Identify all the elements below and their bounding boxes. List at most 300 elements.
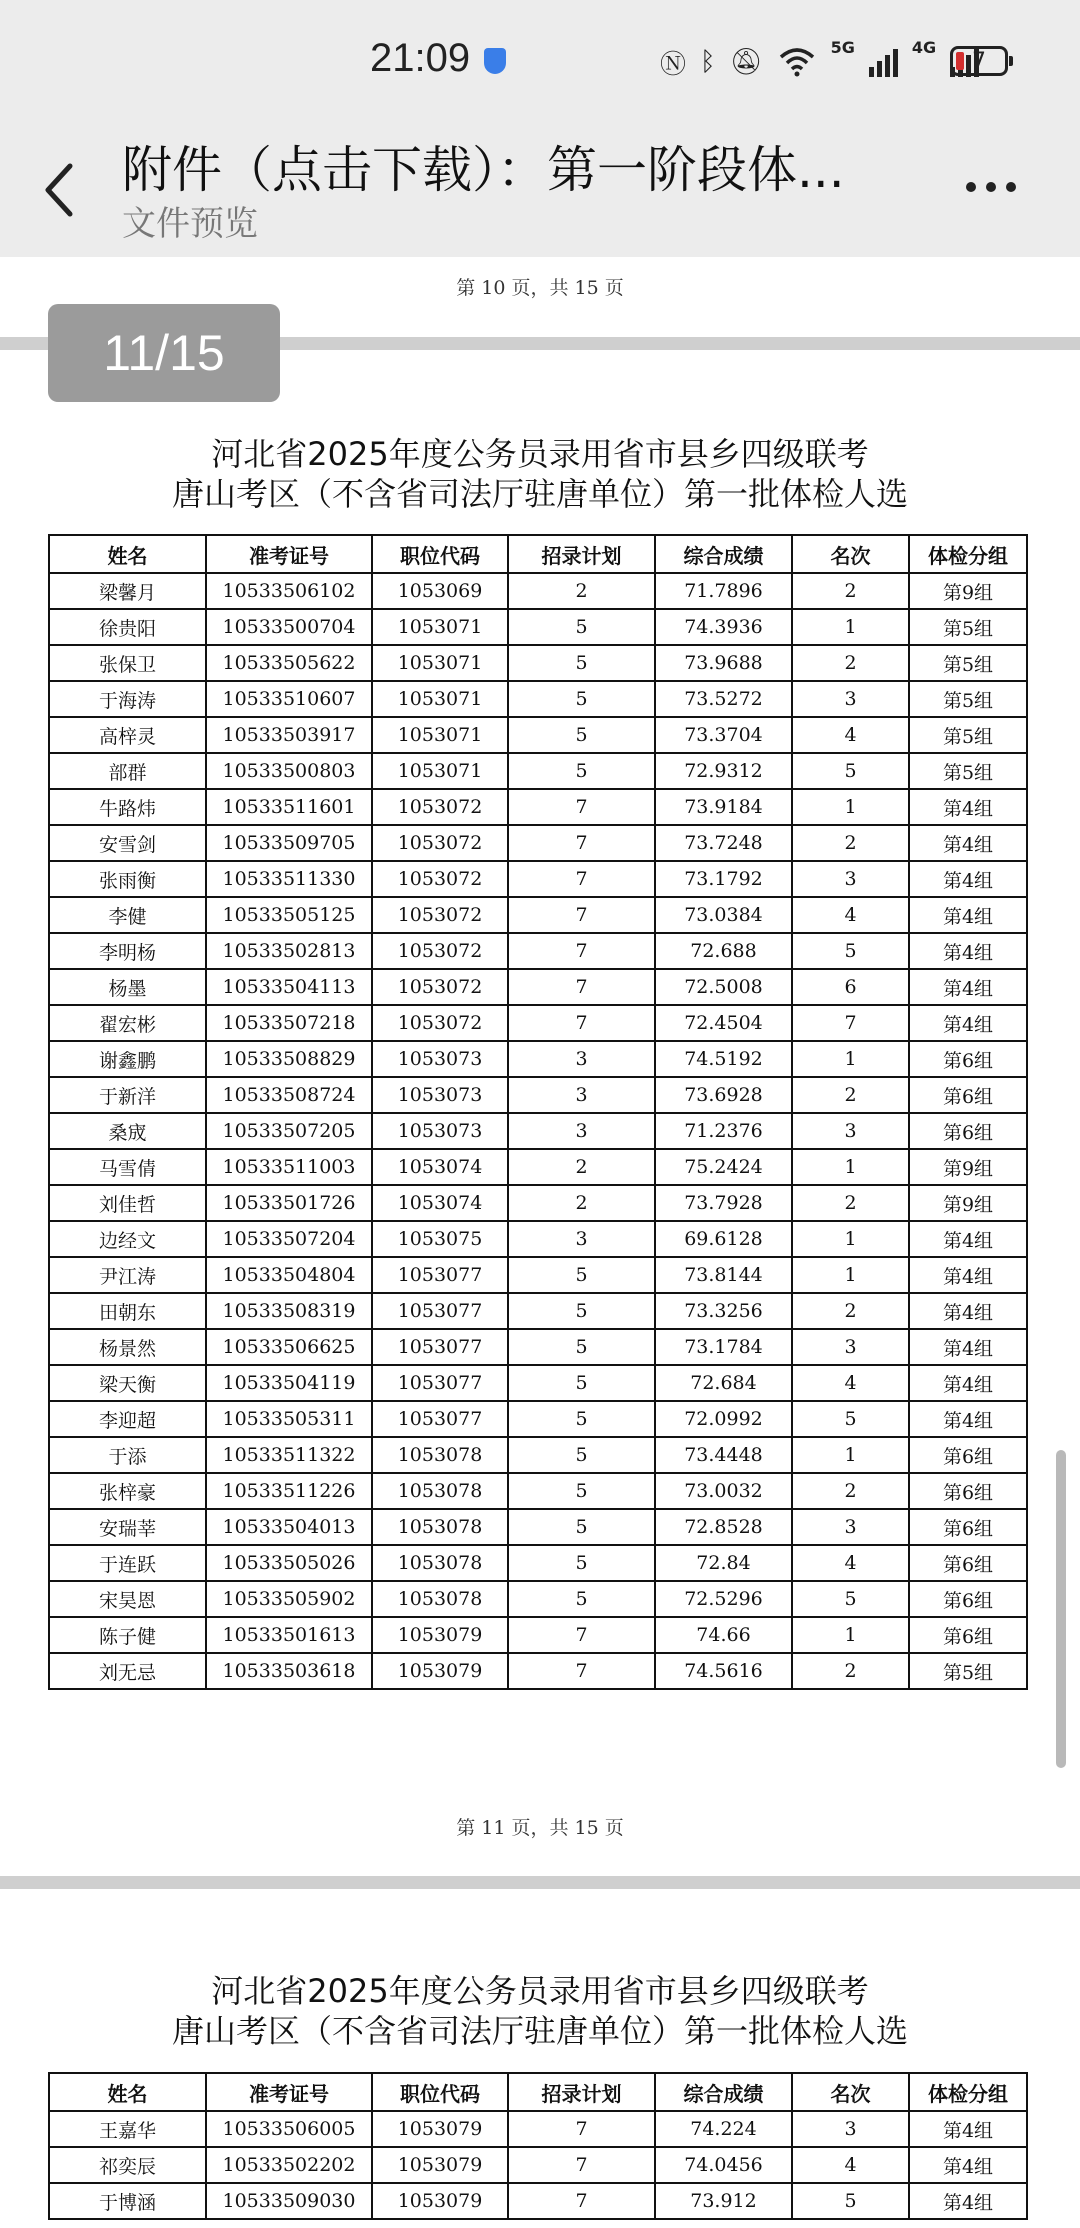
table-cell: 3 <box>508 1221 655 1257</box>
page-divider <box>0 1876 1080 1889</box>
table-cell: 田朝东 <box>49 1293 206 1329</box>
table-cell: 1053078 <box>372 1509 508 1545</box>
table-cell: 1 <box>792 1437 909 1473</box>
table-cell: 7 <box>508 825 655 861</box>
table-row <box>49 1545 1027 1581</box>
column-header: 姓名 <box>49 2073 206 2111</box>
table-cell: 73.1784 <box>655 1329 792 1365</box>
table-cell: 7 <box>508 2147 655 2183</box>
table-row <box>49 1221 1027 1257</box>
table-cell: 第4组 <box>909 1329 1027 1365</box>
column-header: 职位代码 <box>372 2073 508 2111</box>
table-cell: 1053071 <box>372 753 508 789</box>
table-cell: 1053072 <box>372 789 508 825</box>
table-cell: 1053077 <box>372 1293 508 1329</box>
table-cell: 4 <box>792 717 909 753</box>
table-cell: 1053075 <box>372 1221 508 1257</box>
table-cell: 10533505902 <box>206 1581 372 1617</box>
table-cell: 7 <box>508 1617 655 1653</box>
table-cell: 第4组 <box>909 933 1027 969</box>
table-cell: 李迎超 <box>49 1401 206 1437</box>
table-cell: 杨墨 <box>49 969 206 1005</box>
table-cell: 1053074 <box>372 1185 508 1221</box>
table-cell: 6 <box>792 969 909 1005</box>
column-header: 招录计划 <box>508 2073 655 2111</box>
table-cell: 2 <box>792 573 909 609</box>
table-cell: 10533504013 <box>206 1509 372 1545</box>
table-cell: 王嘉华 <box>49 2111 206 2147</box>
table-row <box>49 1077 1027 1113</box>
table-cell: 10533511322 <box>206 1437 372 1473</box>
table-cell: 3 <box>508 1041 655 1077</box>
table-cell: 安瑞莘 <box>49 1509 206 1545</box>
table-cell: 第5组 <box>909 717 1027 753</box>
column-header: 姓名 <box>49 535 206 573</box>
table-cell: 第6组 <box>909 1617 1027 1653</box>
status-time: 21:09 <box>370 36 471 80</box>
table-cell: 第6组 <box>909 1077 1027 1113</box>
table-cell: 1053072 <box>372 861 508 897</box>
signal-icon <box>869 47 898 77</box>
table-cell: 刘无忌 <box>49 1653 206 1689</box>
table-cell: 第4组 <box>909 2183 1027 2219</box>
table-cell: 1053079 <box>372 2111 508 2147</box>
table-cell: 于新洋 <box>49 1077 206 1113</box>
table-cell: 第6组 <box>909 1437 1027 1473</box>
table-cell: 1053073 <box>372 1041 508 1077</box>
table-cell: 宋昊恩 <box>49 1581 206 1617</box>
table-cell: 2 <box>792 1653 909 1689</box>
table-cell: 高梓灵 <box>49 717 206 753</box>
table-cell: 1053071 <box>372 609 508 645</box>
table-cell: 73.3256 <box>655 1293 792 1329</box>
table-cell: 10533505026 <box>206 1545 372 1581</box>
table-cell: 1053072 <box>372 825 508 861</box>
table-cell: 73.7928 <box>655 1185 792 1221</box>
table-row <box>49 789 1027 825</box>
page-subtitle: 文件预览 <box>122 204 258 244</box>
table-cell: 杨景然 <box>49 1329 206 1365</box>
table-cell: 73.9184 <box>655 789 792 825</box>
table-cell: 10533511330 <box>206 861 372 897</box>
table-cell: 5 <box>508 645 655 681</box>
document-title: 河北省2025年度公务员录用省市县乡四级联考 <box>211 1972 869 2010</box>
table-row <box>49 1437 1027 1473</box>
column-header: 体检分组 <box>909 535 1027 573</box>
table-cell: 10533500803 <box>206 753 372 789</box>
table-cell: 1053078 <box>372 1473 508 1509</box>
table-cell: 李明杨 <box>49 933 206 969</box>
table-cell: 72.84 <box>655 1545 792 1581</box>
table-cell: 第6组 <box>909 1509 1027 1545</box>
table-row <box>49 645 1027 681</box>
table-row <box>49 1185 1027 1221</box>
table-cell: 74.5616 <box>655 1653 792 1689</box>
table-cell: 1053074 <box>372 1149 508 1185</box>
status-icons <box>660 40 979 84</box>
table-cell: 74.224 <box>655 2111 792 2147</box>
table-cell: 10533501726 <box>206 1185 372 1221</box>
table-cell: 5 <box>508 1329 655 1365</box>
table-row <box>49 861 1027 897</box>
table-cell: 第4组 <box>909 1257 1027 1293</box>
table-cell: 69.6128 <box>655 1221 792 1257</box>
table-cell: 10533504119 <box>206 1365 372 1401</box>
table-cell: 1053078 <box>372 1581 508 1617</box>
table-cell: 10533511601 <box>206 789 372 825</box>
table-cell: 72.9312 <box>655 753 792 789</box>
table-cell: 5 <box>508 1401 655 1437</box>
table-cell: 1 <box>792 1221 909 1257</box>
column-header: 名次 <box>792 535 909 573</box>
table-cell: 7 <box>508 789 655 825</box>
table-row <box>49 1005 1027 1041</box>
table-row <box>49 1473 1027 1509</box>
status-bar <box>0 0 1080 120</box>
table-cell: 第5组 <box>909 681 1027 717</box>
table-row <box>49 2183 1027 2219</box>
table-cell: 71.7896 <box>655 573 792 609</box>
table-cell: 1053072 <box>372 933 508 969</box>
table-cell: 10533505125 <box>206 897 372 933</box>
table-cell: 7 <box>508 969 655 1005</box>
table-cell: 10533509705 <box>206 825 372 861</box>
table-cell: 73.1792 <box>655 861 792 897</box>
battery-icon <box>950 46 1008 76</box>
table-cell: 3 <box>792 1113 909 1149</box>
table-cell: 桑宬 <box>49 1113 206 1149</box>
table-cell: 于连跃 <box>49 1545 206 1581</box>
table-cell: 3 <box>792 2111 909 2147</box>
table-cell: 张雨衡 <box>49 861 206 897</box>
table-cell: 73.4448 <box>655 1437 792 1473</box>
network-type-label: 5G <box>830 38 855 57</box>
table-cell: 1053072 <box>372 969 508 1005</box>
table-cell: 于海涛 <box>49 681 206 717</box>
table-cell: 5 <box>508 609 655 645</box>
table-cell: 部群 <box>49 753 206 789</box>
table-row <box>49 969 1027 1005</box>
table-cell: 2 <box>508 573 655 609</box>
table-cell: 3 <box>792 1329 909 1365</box>
table-cell: 5 <box>508 1293 655 1329</box>
table-cell: 第4组 <box>909 1005 1027 1041</box>
nfc-icon: Ⓝ <box>660 49 687 80</box>
table-cell: 2 <box>792 1077 909 1113</box>
bluetooth-icon: ᛒ <box>700 47 716 77</box>
column-header: 综合成绩 <box>655 535 792 573</box>
table-cell: 尹江涛 <box>49 1257 206 1293</box>
table-cell: 陈子健 <box>49 1617 206 1653</box>
table-row <box>49 2111 1027 2147</box>
table-row <box>49 825 1027 861</box>
table-cell: 10533500704 <box>206 609 372 645</box>
table-cell: 73.0384 <box>655 897 792 933</box>
table-row <box>49 1329 1027 1365</box>
table-cell: 73.7248 <box>655 825 792 861</box>
table-cell: 梁馨月 <box>49 573 206 609</box>
table-cell: 第4组 <box>909 897 1027 933</box>
table-cell: 75.2424 <box>655 1149 792 1185</box>
table-cell: 10533510607 <box>206 681 372 717</box>
document-title: 河北省2025年度公务员录用省市县乡四级联考 <box>211 435 869 473</box>
table-cell: 第5组 <box>909 1653 1027 1689</box>
table-cell: 7 <box>508 2111 655 2147</box>
table-cell: 5 <box>508 681 655 717</box>
table-row <box>49 1653 1027 1689</box>
table-cell: 第4组 <box>909 1221 1027 1257</box>
table-cell: 2 <box>792 645 909 681</box>
table-cell: 72.5008 <box>655 969 792 1005</box>
table-cell: 72.688 <box>655 933 792 969</box>
table-cell: 10533507204 <box>206 1221 372 1257</box>
table-cell: 7 <box>508 1005 655 1041</box>
table-cell: 于添 <box>49 1437 206 1473</box>
wifi-icon <box>777 47 817 77</box>
table-row <box>49 573 1027 609</box>
table-cell: 74.0456 <box>655 2147 792 2183</box>
table-cell: 10533511226 <box>206 1473 372 1509</box>
table-cell: 1053069 <box>372 573 508 609</box>
table-row <box>49 1365 1027 1401</box>
table-cell: 5 <box>508 1473 655 1509</box>
table-cell: 牛路炜 <box>49 789 206 825</box>
table-cell: 5 <box>792 753 909 789</box>
column-header: 招录计划 <box>508 535 655 573</box>
page-indicator: 11/15 <box>48 304 280 402</box>
table-cell: 第6组 <box>909 1545 1027 1581</box>
table-row <box>49 1509 1027 1545</box>
table-cell: 谢鑫鹏 <box>49 1041 206 1077</box>
document-subtitle: 唐山考区（不含省司法厅驻唐单位）第一批体检人选 <box>171 475 908 513</box>
table-row <box>49 717 1027 753</box>
table-cell: 10533507205 <box>206 1113 372 1149</box>
table-cell: 第4组 <box>909 1401 1027 1437</box>
table-cell: 第9组 <box>909 573 1027 609</box>
table-row <box>49 1149 1027 1185</box>
table-cell: 第9组 <box>909 1149 1027 1185</box>
table-cell: 2 <box>508 1149 655 1185</box>
table-cell: 1053079 <box>372 2147 508 2183</box>
battery-level: 7 <box>972 48 986 74</box>
table-cell: 第4组 <box>909 789 1027 825</box>
table-cell: 1053071 <box>372 717 508 753</box>
table-cell: 2 <box>792 1185 909 1221</box>
table-cell: 第4组 <box>909 825 1027 861</box>
table-cell: 7 <box>508 897 655 933</box>
table-cell: 4 <box>792 2147 909 2183</box>
table-cell: 73.3704 <box>655 717 792 753</box>
table-cell: 1053071 <box>372 645 508 681</box>
table-cell: 4 <box>792 1545 909 1581</box>
back-arrow-icon[interactable] <box>40 160 80 220</box>
column-header: 职位代码 <box>372 535 508 573</box>
network-type-label: 4G <box>911 38 937 57</box>
table-cell: 1053077 <box>372 1401 508 1437</box>
table-cell: 祁奕辰 <box>49 2147 206 2183</box>
table-cell: 3 <box>792 1509 909 1545</box>
table-cell: 10533502202 <box>206 2147 372 2183</box>
table-cell: 74.66 <box>655 1617 792 1653</box>
page-footer: 第 11 页，共 15 页 <box>456 1817 624 1839</box>
document-subtitle: 唐山考区（不含省司法厅驻唐单位）第一批体检人选 <box>171 2012 908 2050</box>
table-cell: 10533507218 <box>206 1005 372 1041</box>
table-cell: 72.8528 <box>655 1509 792 1545</box>
table-cell: 1053073 <box>372 1077 508 1113</box>
table-cell: 1 <box>792 789 909 825</box>
table-cell: 2 <box>792 1473 909 1509</box>
table-cell: 安雪剑 <box>49 825 206 861</box>
table-cell: 1053079 <box>372 1653 508 1689</box>
table-cell: 第6组 <box>909 1473 1027 1509</box>
table-cell: 72.0992 <box>655 1401 792 1437</box>
table-cell: 李健 <box>49 897 206 933</box>
table-cell: 10533501613 <box>206 1617 372 1653</box>
table-cell: 第5组 <box>909 645 1027 681</box>
table-cell: 2 <box>508 1185 655 1221</box>
table-cell: 3 <box>792 861 909 897</box>
page-title: 附件（点击下载）：第一阶段体... <box>122 141 845 199</box>
table-cell: 7 <box>508 1653 655 1689</box>
table-cell: 10533506005 <box>206 2111 372 2147</box>
table-cell: 5 <box>508 1581 655 1617</box>
table-cell: 10533505311 <box>206 1401 372 1437</box>
table-cell: 71.2376 <box>655 1113 792 1149</box>
table-cell: 1 <box>792 1041 909 1077</box>
column-header: 准考证号 <box>206 2073 372 2111</box>
table-cell: 张梓豪 <box>49 1473 206 1509</box>
table-cell: 第6组 <box>909 1581 1027 1617</box>
table-cell: 5 <box>792 2183 909 2219</box>
table-cell: 3 <box>792 681 909 717</box>
table-cell: 74.5192 <box>655 1041 792 1077</box>
table-row <box>49 2147 1027 2183</box>
table-cell: 72.5296 <box>655 1581 792 1617</box>
table-cell: 1053077 <box>372 1329 508 1365</box>
table-cell: 1053079 <box>372 2183 508 2219</box>
table-cell: 5 <box>792 933 909 969</box>
table-cell: 7 <box>792 1005 909 1041</box>
table-cell: 73.912 <box>655 2183 792 2219</box>
table-cell: 第5组 <box>909 609 1027 645</box>
table-cell: 10533502813 <box>206 933 372 969</box>
table-cell: 2 <box>792 1293 909 1329</box>
more-options-icon[interactable] <box>966 172 1022 202</box>
table-cell: 1 <box>792 1257 909 1293</box>
table-cell: 4 <box>792 1365 909 1401</box>
table-row <box>49 1293 1027 1329</box>
table-cell: 边经文 <box>49 1221 206 1257</box>
document-viewer[interactable] <box>0 257 1080 2228</box>
table-cell: 1053077 <box>372 1365 508 1401</box>
table-cell: 1 <box>792 1149 909 1185</box>
table-cell: 第4组 <box>909 969 1027 1005</box>
table-cell: 马雪倩 <box>49 1149 206 1185</box>
table-cell: 张保卫 <box>49 645 206 681</box>
candidate-table <box>48 2072 1028 2220</box>
table-cell: 72.684 <box>655 1365 792 1401</box>
table-cell: 第4组 <box>909 2111 1027 2147</box>
table-cell: 10533503618 <box>206 1653 372 1689</box>
table-cell: 5 <box>508 1545 655 1581</box>
table-cell: 10533506102 <box>206 573 372 609</box>
table-row <box>49 933 1027 969</box>
table-cell: 10533508724 <box>206 1077 372 1113</box>
column-header: 综合成绩 <box>655 2073 792 2111</box>
table-cell: 73.6928 <box>655 1077 792 1113</box>
table-cell: 1053073 <box>372 1113 508 1149</box>
table-cell: 4 <box>792 897 909 933</box>
table-cell: 第9组 <box>909 1185 1027 1221</box>
table-cell: 第4组 <box>909 1293 1027 1329</box>
shield-icon <box>484 48 506 74</box>
table-cell: 1 <box>792 1617 909 1653</box>
table-cell: 1053072 <box>372 897 508 933</box>
table-cell: 刘佳哲 <box>49 1185 206 1221</box>
table-cell: 梁天衡 <box>49 1365 206 1401</box>
table-cell: 7 <box>508 861 655 897</box>
table-cell: 5 <box>508 1257 655 1293</box>
table-cell: 1 <box>792 609 909 645</box>
table-cell: 5 <box>508 1437 655 1473</box>
table-cell: 2 <box>792 825 909 861</box>
table-row <box>49 753 1027 789</box>
column-header: 准考证号 <box>206 535 372 573</box>
table-cell: 第5组 <box>909 753 1027 789</box>
table-cell: 徐贵阳 <box>49 609 206 645</box>
table-cell: 10533509030 <box>206 2183 372 2219</box>
table-cell: 72.4504 <box>655 1005 792 1041</box>
table-cell: 10533504804 <box>206 1257 372 1293</box>
table-cell: 5 <box>508 1365 655 1401</box>
table-cell: 3 <box>508 1077 655 1113</box>
table-cell: 73.0032 <box>655 1473 792 1509</box>
table-row <box>49 1617 1027 1653</box>
table-row <box>49 1257 1027 1293</box>
table-cell: 73.5272 <box>655 681 792 717</box>
table-row <box>49 1041 1027 1077</box>
column-header: 体检分组 <box>909 2073 1027 2111</box>
table-row <box>49 681 1027 717</box>
table-cell: 73.9688 <box>655 645 792 681</box>
table-cell: 1053072 <box>372 1005 508 1041</box>
table-row <box>49 897 1027 933</box>
table-cell: 5 <box>792 1581 909 1617</box>
table-cell: 10533504113 <box>206 969 372 1005</box>
column-header: 名次 <box>792 2073 909 2111</box>
table-cell: 1053078 <box>372 1437 508 1473</box>
table-cell: 5 <box>792 1401 909 1437</box>
table-cell: 7 <box>508 2183 655 2219</box>
table-row <box>49 1113 1027 1149</box>
table-cell: 第6组 <box>909 1041 1027 1077</box>
table-cell: 1053079 <box>372 1617 508 1653</box>
title-bar <box>0 120 1080 257</box>
table-cell: 7 <box>508 933 655 969</box>
table-cell: 73.8144 <box>655 1257 792 1293</box>
table-cell: 5 <box>508 753 655 789</box>
table-row <box>49 1581 1027 1617</box>
table-cell: 1053077 <box>372 1257 508 1293</box>
table-cell: 翟宏彬 <box>49 1005 206 1041</box>
table-cell: 1053071 <box>372 681 508 717</box>
scrollbar[interactable] <box>1056 1450 1066 1768</box>
table-cell: 10533505622 <box>206 645 372 681</box>
table-cell: 10533508829 <box>206 1041 372 1077</box>
table-row <box>49 609 1027 645</box>
table-cell: 10533511003 <box>206 1149 372 1185</box>
table-cell: 10533508319 <box>206 1293 372 1329</box>
